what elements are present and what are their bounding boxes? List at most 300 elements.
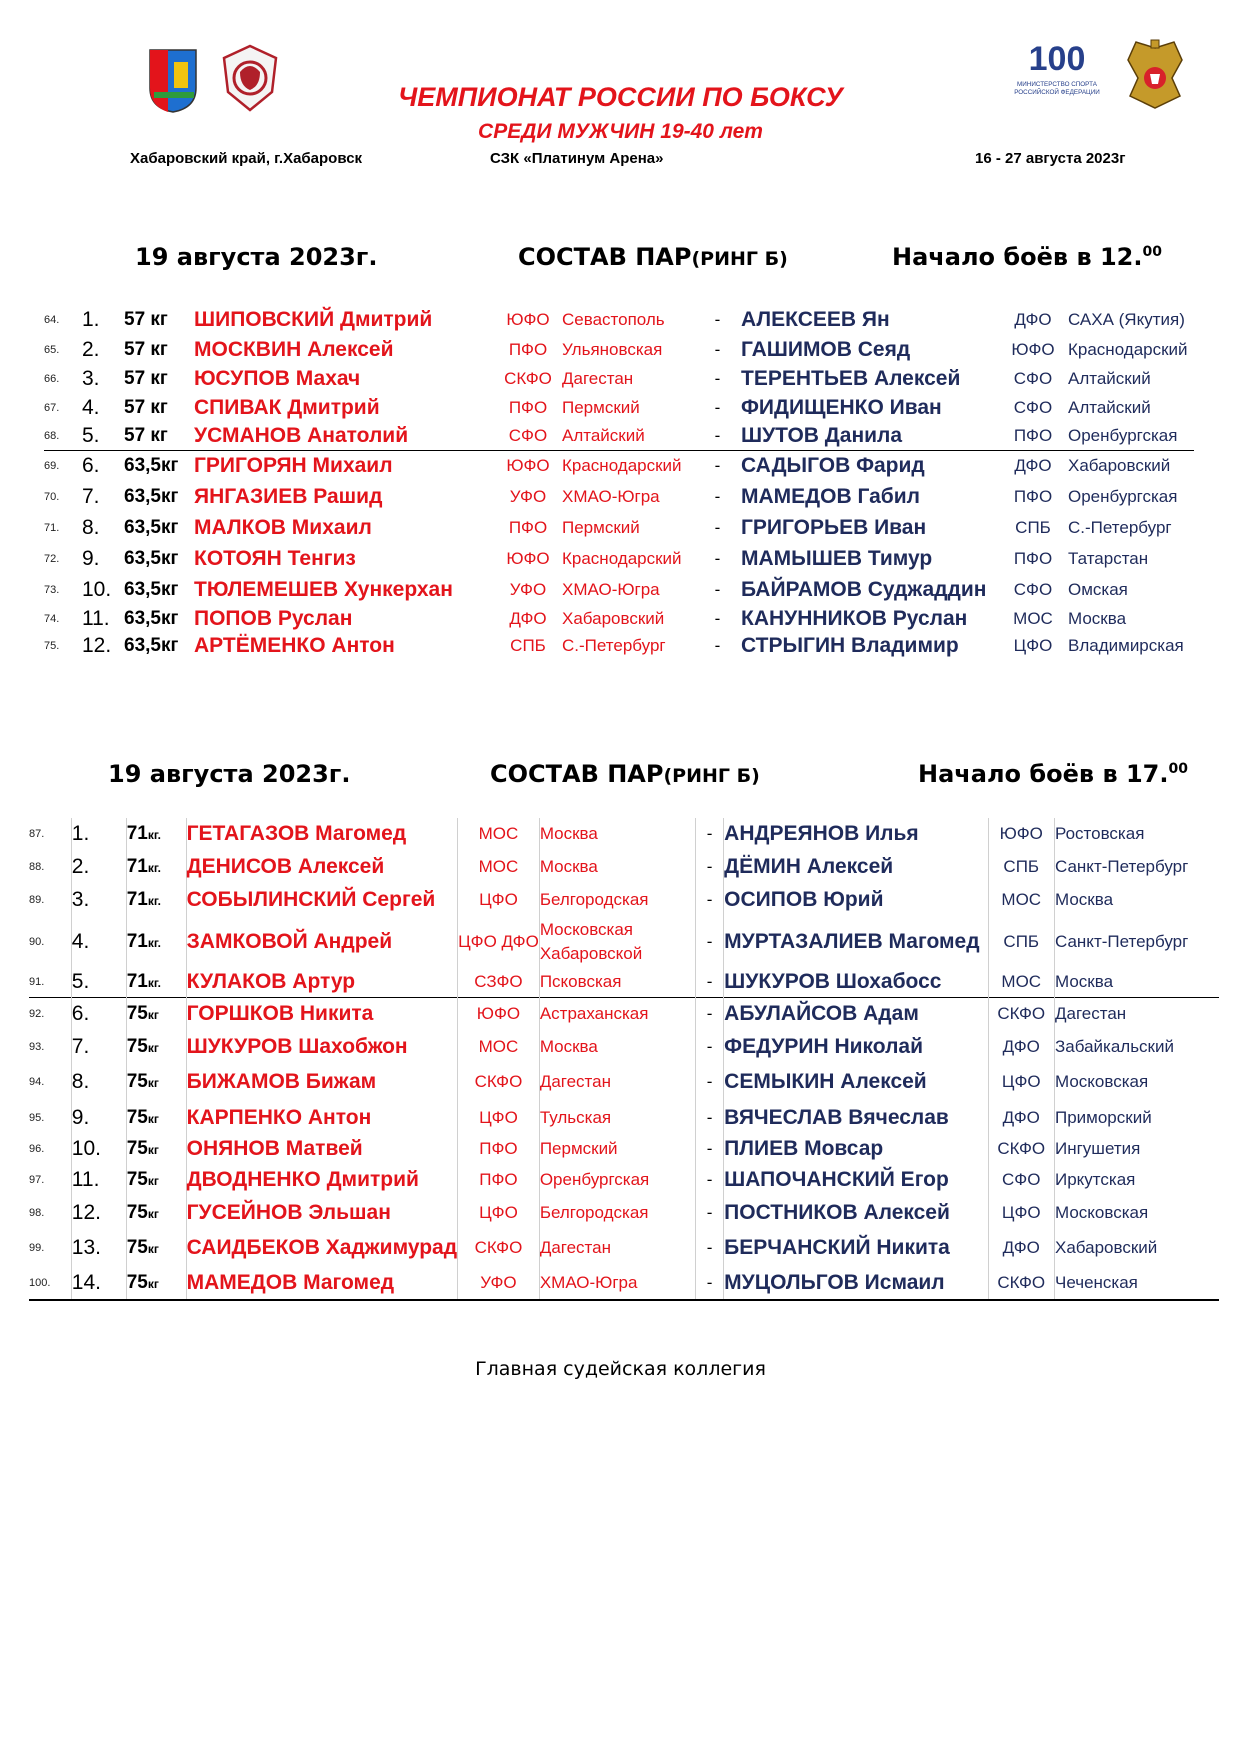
bout-sequence-number: 94. <box>29 1076 45 1088</box>
weight-value: 75 <box>126 1169 148 1190</box>
red-corner-district: ПФО <box>458 1134 540 1163</box>
red-corner-district: ЮФО <box>506 548 550 568</box>
bout-sequence-number: 64. <box>44 314 60 326</box>
pair-number: 6. <box>82 450 124 481</box>
blue-corner-district: СФО <box>1013 397 1053 417</box>
session1-start <box>892 243 1162 271</box>
session1-start-sup: 00 <box>1142 244 1162 260</box>
pair-row <box>29 883 1219 916</box>
red-corner-name: ГЕТАГАЗОВ Магомед <box>186 818 457 850</box>
red-corner-district: СКФО <box>458 1229 540 1267</box>
pair-row <box>44 305 1194 335</box>
red-corner-name: ШУКУРОВ Шахобжон <box>186 1030 457 1063</box>
blue-corner-region: Приморский <box>1055 1101 1220 1134</box>
pair-number: 4. <box>82 395 100 419</box>
blue-corner-region: Чеченская <box>1055 1267 1220 1300</box>
red-corner-district: СФО <box>508 425 548 445</box>
weight-value: 71 <box>126 823 148 844</box>
bout-sequence-number: 71. <box>44 521 60 534</box>
pair-number: 14. <box>71 1267 126 1300</box>
weight-class <box>126 1163 186 1197</box>
session2-start-sup: 00 <box>1168 761 1188 777</box>
red-corner-district: ПФО <box>508 340 548 359</box>
red-corner-region-line: Краснодарский <box>562 455 682 475</box>
blue-corner-name: ШУТОВ Данила <box>741 423 903 447</box>
pair-number: 3. <box>82 367 100 390</box>
weight-class <box>126 1229 186 1267</box>
red-corner-region <box>539 1229 695 1267</box>
bout-sequence-number: 68. <box>44 429 60 442</box>
session1-pairs-table <box>44 305 1194 660</box>
blue-corner-region: С.-Петербург <box>1068 517 1172 537</box>
red-corner-region-line: Пермский <box>539 1138 618 1158</box>
pair-row <box>29 916 1219 967</box>
blue-corner-name: МАМЫШЕВ Тимур <box>741 546 933 570</box>
blue-corner-name: ШУКУРОВ Шохабосс <box>724 967 988 997</box>
weight-unit: кг <box>147 1007 159 1022</box>
blue-corner-region: Забайкальский <box>1055 1030 1220 1063</box>
red-corner-region-line: Москва <box>539 824 598 843</box>
blue-corner-district: СПБ <box>988 850 1055 883</box>
red-corner-district: УФО <box>458 1267 540 1300</box>
blue-corner-region: Хабаровский <box>1068 450 1194 481</box>
blue-corner-region: Оренбургская <box>1068 486 1178 506</box>
weight-value: 71 <box>126 930 148 952</box>
weight-unit: кг <box>147 1242 159 1256</box>
bout-sequence-number: 67. <box>44 401 60 414</box>
red-corner-region-line: Оренбургская <box>539 1170 650 1189</box>
red-corner-district: УФО <box>509 486 547 506</box>
red-corner-region-line: Белгородская <box>539 889 649 909</box>
versus-dash: - <box>714 517 721 537</box>
pair-number: 10. <box>82 577 112 601</box>
bout-sequence-number: 91. <box>29 975 45 988</box>
weight-class: 63,5кг <box>124 450 194 481</box>
session2-date: 19 августа 2023г. <box>108 760 351 788</box>
red-corner-region-line: Московская <box>539 919 634 939</box>
red-corner-region <box>562 543 694 574</box>
red-corner-district: ДФО <box>509 608 547 628</box>
red-corner-region-line: Астраханская <box>539 1003 649 1023</box>
red-corner-name: МАЛКОВ Михаил <box>194 515 372 539</box>
bout-sequence-number: 95. <box>29 1111 45 1124</box>
versus-dash: - <box>714 340 721 359</box>
blue-corner-name: КАНУННИКОВ Руслан <box>741 606 968 630</box>
session2-start-text: Начало боёв в 17. <box>918 760 1169 788</box>
weight-unit: кг <box>147 1111 159 1126</box>
weight-class: 57 кг <box>124 368 168 389</box>
red-corner-district: ЦФО <box>458 1101 540 1134</box>
pair-number: 8. <box>82 515 100 539</box>
pair-row <box>44 450 1194 481</box>
bout-sequence-number: 99. <box>29 1242 45 1254</box>
pair-row <box>44 422 1194 450</box>
blue-corner-district: МОС <box>988 883 1055 916</box>
pair-row <box>44 335 1194 365</box>
red-corner-region <box>539 967 695 997</box>
blue-corner-region: Дагестан <box>1055 997 1220 1030</box>
session1-title-text: СОСТАВ ПАР <box>518 243 692 271</box>
weight-value: 75 <box>126 1106 148 1128</box>
versus-dash: - <box>695 916 723 967</box>
weight-unit: кг. <box>147 893 161 908</box>
versus-dash: - <box>714 397 721 417</box>
red-corner-region <box>562 393 694 422</box>
red-corner-region-line: Пермский <box>562 517 640 537</box>
blue-corner-district: СФО <box>988 1163 1055 1197</box>
red-corner-region-line: Севастополь <box>562 310 665 329</box>
pair-number: 6. <box>71 997 126 1030</box>
weight-class: 57 кг <box>124 309 168 330</box>
blue-corner-name: ОСИПОВ Юрий <box>724 883 988 916</box>
blue-corner-district: ПФО <box>1013 486 1053 506</box>
blue-corner-region: Краснодарский <box>1068 340 1188 359</box>
versus-dash: - <box>714 369 721 388</box>
blue-corner-region: Алтайский <box>1068 369 1151 388</box>
bout-sequence-number: 88. <box>29 860 45 873</box>
blue-corner-district: ПФО <box>1013 548 1053 568</box>
weight-value: 75 <box>126 1071 148 1092</box>
blue-corner-region: Ингушетия <box>1055 1134 1220 1163</box>
weight-class <box>126 1063 186 1101</box>
red-corner-district: СКФО <box>458 1063 540 1101</box>
weight-class <box>126 818 186 850</box>
session2-start <box>918 760 1188 788</box>
blue-corner-district: ДФО <box>998 450 1068 481</box>
blue-corner-district: ЦФО <box>1013 636 1053 655</box>
pair-number: 11. <box>82 606 110 630</box>
red-corner-name: КАРПЕНКО Антон <box>186 1101 457 1134</box>
blue-corner-district: ДФО <box>988 1101 1055 1134</box>
blue-corner-name: ФЕДУРИН Николай <box>724 1030 988 1063</box>
weight-class: 63,5кг <box>124 607 179 629</box>
pair-row <box>29 850 1219 883</box>
blue-corner-name: ТЕРЕНТЬЕВ Алексей <box>741 367 961 390</box>
red-corner-name: МОСКВИН Алексей <box>194 338 394 361</box>
red-corner-region-line: ХМАО-Югра <box>562 486 660 506</box>
weight-class: 57 кг <box>124 396 168 418</box>
blue-corner-name: БАЙРАМОВ Суджаддин <box>741 577 987 601</box>
weight-class: 57 кг <box>124 424 168 446</box>
bout-sequence-number: 87. <box>29 828 45 840</box>
bout-sequence-number: 73. <box>44 583 60 596</box>
red-corner-district: СЗФО <box>458 967 540 997</box>
red-corner-district: СКФО <box>504 369 552 388</box>
red-corner-district: ЮФО <box>458 997 540 1030</box>
blue-corner-region: Санкт-Петербург <box>1055 850 1220 883</box>
red-corner-region <box>562 481 694 512</box>
red-corner-region <box>562 422 694 450</box>
weight-unit: кг <box>147 1142 159 1157</box>
logo-100-text: 100 <box>1028 40 1086 78</box>
svg-text:МИНИСТЕРСТВО СПОРТА: МИНИСТЕРСТВО СПОРТА <box>1017 81 1097 88</box>
weight-unit: кг <box>147 1277 159 1291</box>
pair-row <box>29 967 1219 997</box>
blue-corner-name: САДЫГОВ Фарид <box>741 450 998 481</box>
versus-dash: - <box>714 579 721 599</box>
pair-row <box>44 574 1194 605</box>
blue-corner-name: СЕМЫКИН Алексей <box>724 1063 988 1101</box>
weight-unit: кг. <box>147 975 161 990</box>
red-corner-name: САИДБЕКОВ Хаджимурад <box>186 1229 457 1267</box>
bout-sequence-number: 74. <box>44 612 60 625</box>
red-corner-region <box>539 997 695 1030</box>
bout-sequence-number: 92. <box>29 997 71 1030</box>
pair-row <box>29 1101 1219 1134</box>
versus-dash: - <box>695 1134 723 1163</box>
event-dates: 16 - 27 августа 2023г <box>975 150 1126 167</box>
blue-corner-name: ВЯЧЕСЛАВ Вячеслав <box>724 1101 988 1134</box>
pair-number: 7. <box>82 484 100 508</box>
versus-dash: - <box>695 818 723 850</box>
red-corner-region <box>539 1063 695 1101</box>
bout-sequence-number: 93. <box>29 1040 45 1053</box>
versus-dash: - <box>695 1030 723 1063</box>
session2-ring: (РИНГ Б) <box>663 765 760 787</box>
versus-dash: - <box>695 1229 723 1267</box>
weight-class <box>126 1267 186 1300</box>
red-corner-region <box>562 605 694 632</box>
blue-corner-name: ДЁМИН Алексей <box>724 850 988 883</box>
red-corner-name: ДВОДНЕНКО Дмитрий <box>186 1163 457 1197</box>
weight-class: 57 кг <box>124 339 168 360</box>
blue-corner-district: ДФО <box>988 1030 1055 1063</box>
bout-sequence-number: 89. <box>29 893 45 906</box>
bout-sequence-number: 90. <box>29 935 45 948</box>
pair-row <box>44 632 1194 660</box>
pair-row <box>44 543 1194 574</box>
blue-corner-district: СКФО <box>988 997 1055 1030</box>
weight-class <box>126 967 186 997</box>
red-corner-region-line: Белгородская <box>539 1203 649 1222</box>
blue-corner-name: МУЦОЛЬГОВ Исмаил <box>724 1267 988 1300</box>
blue-corner-district: СПБ <box>1015 517 1051 537</box>
versus-dash: - <box>695 997 723 1030</box>
red-corner-name: ГУСЕЙНОВ Эльшан <box>186 1197 457 1229</box>
versus-dash: - <box>695 1197 723 1229</box>
versus-dash: - <box>714 425 721 445</box>
session2-pairs-table <box>29 818 1219 1301</box>
blue-corner-region: Алтайский <box>1068 397 1151 417</box>
pair-row <box>44 605 1194 632</box>
weight-class <box>126 1101 186 1134</box>
red-corner-region-line: Тульская <box>539 1107 612 1127</box>
red-corner-district: СПБ <box>510 636 546 655</box>
pair-number: 13. <box>71 1229 126 1267</box>
red-corner-region <box>562 512 694 543</box>
bout-sequence-number: 97. <box>29 1174 45 1186</box>
red-corner-name: ГОРШКОВ Никита <box>186 997 457 1030</box>
blue-corner-region: Ростовская <box>1055 818 1220 850</box>
pair-row <box>29 1163 1219 1197</box>
red-corner-region-line: Дагестан <box>539 1072 611 1091</box>
weight-value: 75 <box>126 1202 148 1223</box>
red-corner-district: ЦФО <box>458 883 540 916</box>
pair-row <box>29 818 1219 850</box>
versus-dash: - <box>714 548 721 568</box>
red-corner-region-line: С.-Петербург <box>562 636 666 655</box>
red-corner-region-line: Пермский <box>562 397 640 417</box>
blue-corner-region: Оренбургская <box>1068 425 1178 445</box>
blue-corner-region: Хабаровский <box>1055 1229 1220 1267</box>
weight-unit: кг <box>147 1040 159 1055</box>
red-corner-name: ДЕНИСОВ Алексей <box>186 850 457 883</box>
blue-corner-district: СПБ <box>988 916 1055 967</box>
pair-number: 10. <box>71 1134 126 1163</box>
bout-sequence-number: 66. <box>44 373 60 385</box>
red-corner-region <box>539 850 695 883</box>
blue-corner-region: Московская <box>1055 1197 1220 1229</box>
versus-dash: - <box>714 608 721 628</box>
red-corner-region <box>539 1030 695 1063</box>
blue-corner-name: АНДРЕЯНОВ Илья <box>724 818 988 850</box>
pair-number: 11. <box>71 1163 126 1197</box>
blue-corner-district: ДФО <box>988 1229 1055 1267</box>
pair-number: 12. <box>71 1197 126 1229</box>
weight-class <box>126 1197 186 1229</box>
weight-class <box>126 916 186 967</box>
pair-row <box>29 1030 1219 1063</box>
red-corner-name: СПИВАК Дмитрий <box>194 395 380 419</box>
blue-corner-district: ПФО <box>1013 425 1053 445</box>
red-corner-name: КОТОЯН Тенгиз <box>194 546 356 570</box>
versus-dash: - <box>694 450 741 481</box>
blue-corner-district: СФО <box>1013 579 1053 599</box>
weight-value: 71 <box>126 888 148 910</box>
pair-row <box>44 365 1194 393</box>
session2-title <box>490 760 760 788</box>
red-corner-district: ПФО <box>458 1163 540 1197</box>
bout-sequence-number: 100. <box>29 1267 71 1300</box>
blue-corner-region: Татарстан <box>1068 548 1149 568</box>
weight-class: 63,5кг <box>124 635 179 656</box>
red-corner-region-line: Дагестан <box>539 1238 611 1257</box>
pair-number: 4. <box>71 916 126 967</box>
red-corner-name: ГРИГОРЯН Михаил <box>194 450 494 481</box>
blue-corner-name: МАМЕДОВ Габил <box>741 484 920 508</box>
blue-corner-district: СФО <box>1013 369 1053 388</box>
red-corner-region-line: Хабаровской <box>539 943 643 963</box>
event-location: Хабаровский край, г.Хабаровск <box>130 150 363 167</box>
versus-dash: - <box>695 850 723 883</box>
weight-unit: кг <box>147 1174 159 1188</box>
blue-corner-region: Иркутская <box>1055 1163 1220 1197</box>
blue-corner-district: СКФО <box>988 1267 1055 1300</box>
red-corner-name: ЯНГАЗИЕВ Рашид <box>194 484 383 508</box>
session1-title <box>518 243 788 271</box>
blue-corner-district: ЦФО <box>988 1197 1055 1229</box>
session1-start-text: Начало боёв в 12. <box>892 243 1143 271</box>
red-corner-region-line: Хабаровский <box>562 608 665 628</box>
pair-row <box>29 1197 1219 1229</box>
bout-sequence-number: 70. <box>44 490 60 503</box>
red-corner-region <box>562 335 694 365</box>
red-corner-district: МОС <box>458 850 540 883</box>
blue-corner-name: ПЛИЕВ Мовсар <box>724 1134 988 1163</box>
pair-number: 5. <box>82 423 100 447</box>
championship-title: ЧЕМПИОНАТ РОССИИ ПО БОКСУ <box>398 82 843 112</box>
red-corner-district: ЦФО ДФО <box>458 916 540 967</box>
red-corner-district: МОС <box>458 818 540 850</box>
weight-value: 75 <box>126 1272 148 1293</box>
blue-corner-name: ГРИГОРЬЕВ Иван <box>741 515 927 539</box>
versus-dash: - <box>695 967 723 997</box>
pair-number: 1. <box>82 308 100 331</box>
bout-sequence-number: 75. <box>44 640 60 652</box>
pair-row <box>44 481 1194 512</box>
blue-corner-region: Санкт-Петербург <box>1055 916 1220 967</box>
red-corner-name: ЮСУПОВ Махач <box>194 367 361 390</box>
blue-corner-region: Владимирская <box>1068 636 1184 655</box>
blue-corner-district: ЮФО <box>988 818 1055 850</box>
blue-corner-name: ШАПОЧАНСКИЙ Егор <box>724 1163 988 1197</box>
weight-class <box>126 997 186 1030</box>
event-venue: СЗК «Платинум Арена» <box>490 150 664 167</box>
red-corner-region <box>562 574 694 605</box>
bout-sequence-number: 65. <box>44 344 60 356</box>
bout-sequence-number: 96. <box>29 1142 45 1155</box>
session2-title-text: СОСТАВ ПАР <box>490 760 664 788</box>
red-corner-region <box>539 1197 695 1229</box>
red-corner-region <box>562 305 694 335</box>
pair-row <box>44 393 1194 422</box>
bout-sequence-number: 72. <box>44 552 60 565</box>
red-corner-region <box>539 1267 695 1300</box>
weight-unit: кг <box>147 1076 159 1090</box>
red-corner-name: ПОПОВ Руслан <box>194 606 353 630</box>
blue-corner-name: МУРТАЗАЛИЕВ Магомед <box>724 916 988 967</box>
pair-row <box>29 1229 1219 1267</box>
pair-number: 12. <box>82 634 112 657</box>
pair-number: 5. <box>71 967 126 997</box>
blue-corner-name: АБУЛАЙСОВ Адам <box>724 997 988 1030</box>
red-corner-name: СОБЫЛИНСКИЙ Сергей <box>186 883 457 916</box>
blue-corner-district: МОС <box>1013 608 1053 628</box>
red-corner-name: КУЛАКОВ Артур <box>186 967 457 997</box>
blue-corner-name: БЕРЧАНСКИЙ Никита <box>724 1229 988 1267</box>
red-corner-name: ОНЯНОВ Матвей <box>186 1134 457 1163</box>
weight-value: 75 <box>126 1237 148 1258</box>
blue-corner-name: ПОСТНИКОВ Алексей <box>724 1197 988 1229</box>
weight-class <box>126 883 186 916</box>
versus-dash: - <box>695 883 723 916</box>
weight-class: 63,5кг <box>124 547 179 569</box>
weight-class <box>126 1134 186 1163</box>
red-corner-region-line: Дагестан <box>562 369 634 388</box>
weight-value: 75 <box>126 1002 148 1024</box>
red-corner-region-line: Москва <box>539 856 598 876</box>
blue-corner-district: ЦФО <box>988 1063 1055 1101</box>
blue-corner-region: САХА (Якутия) <box>1068 310 1185 329</box>
red-corner-name: УСМАНОВ Анатолий <box>194 423 409 447</box>
red-corner-region <box>539 916 695 967</box>
red-corner-district: ЮФО <box>506 310 550 329</box>
pair-row <box>29 1063 1219 1101</box>
blue-corner-district: ДФО <box>1014 310 1052 329</box>
red-corner-region <box>539 1163 695 1197</box>
weight-value: 75 <box>126 1137 148 1159</box>
pair-number: 8. <box>71 1063 126 1101</box>
red-corner-district: ЮФО <box>494 450 562 481</box>
pair-number: 2. <box>71 850 126 883</box>
red-corner-name: АРТЁМЕНКО Антон <box>194 634 395 657</box>
pair-row <box>29 997 1219 1030</box>
weight-class <box>126 850 186 883</box>
red-corner-region-line: Москва <box>539 1036 598 1056</box>
weight-unit: кг. <box>147 860 161 875</box>
pair-number: 1. <box>71 818 126 850</box>
blue-corner-name: ГАШИМОВ Сеяд <box>741 338 911 361</box>
